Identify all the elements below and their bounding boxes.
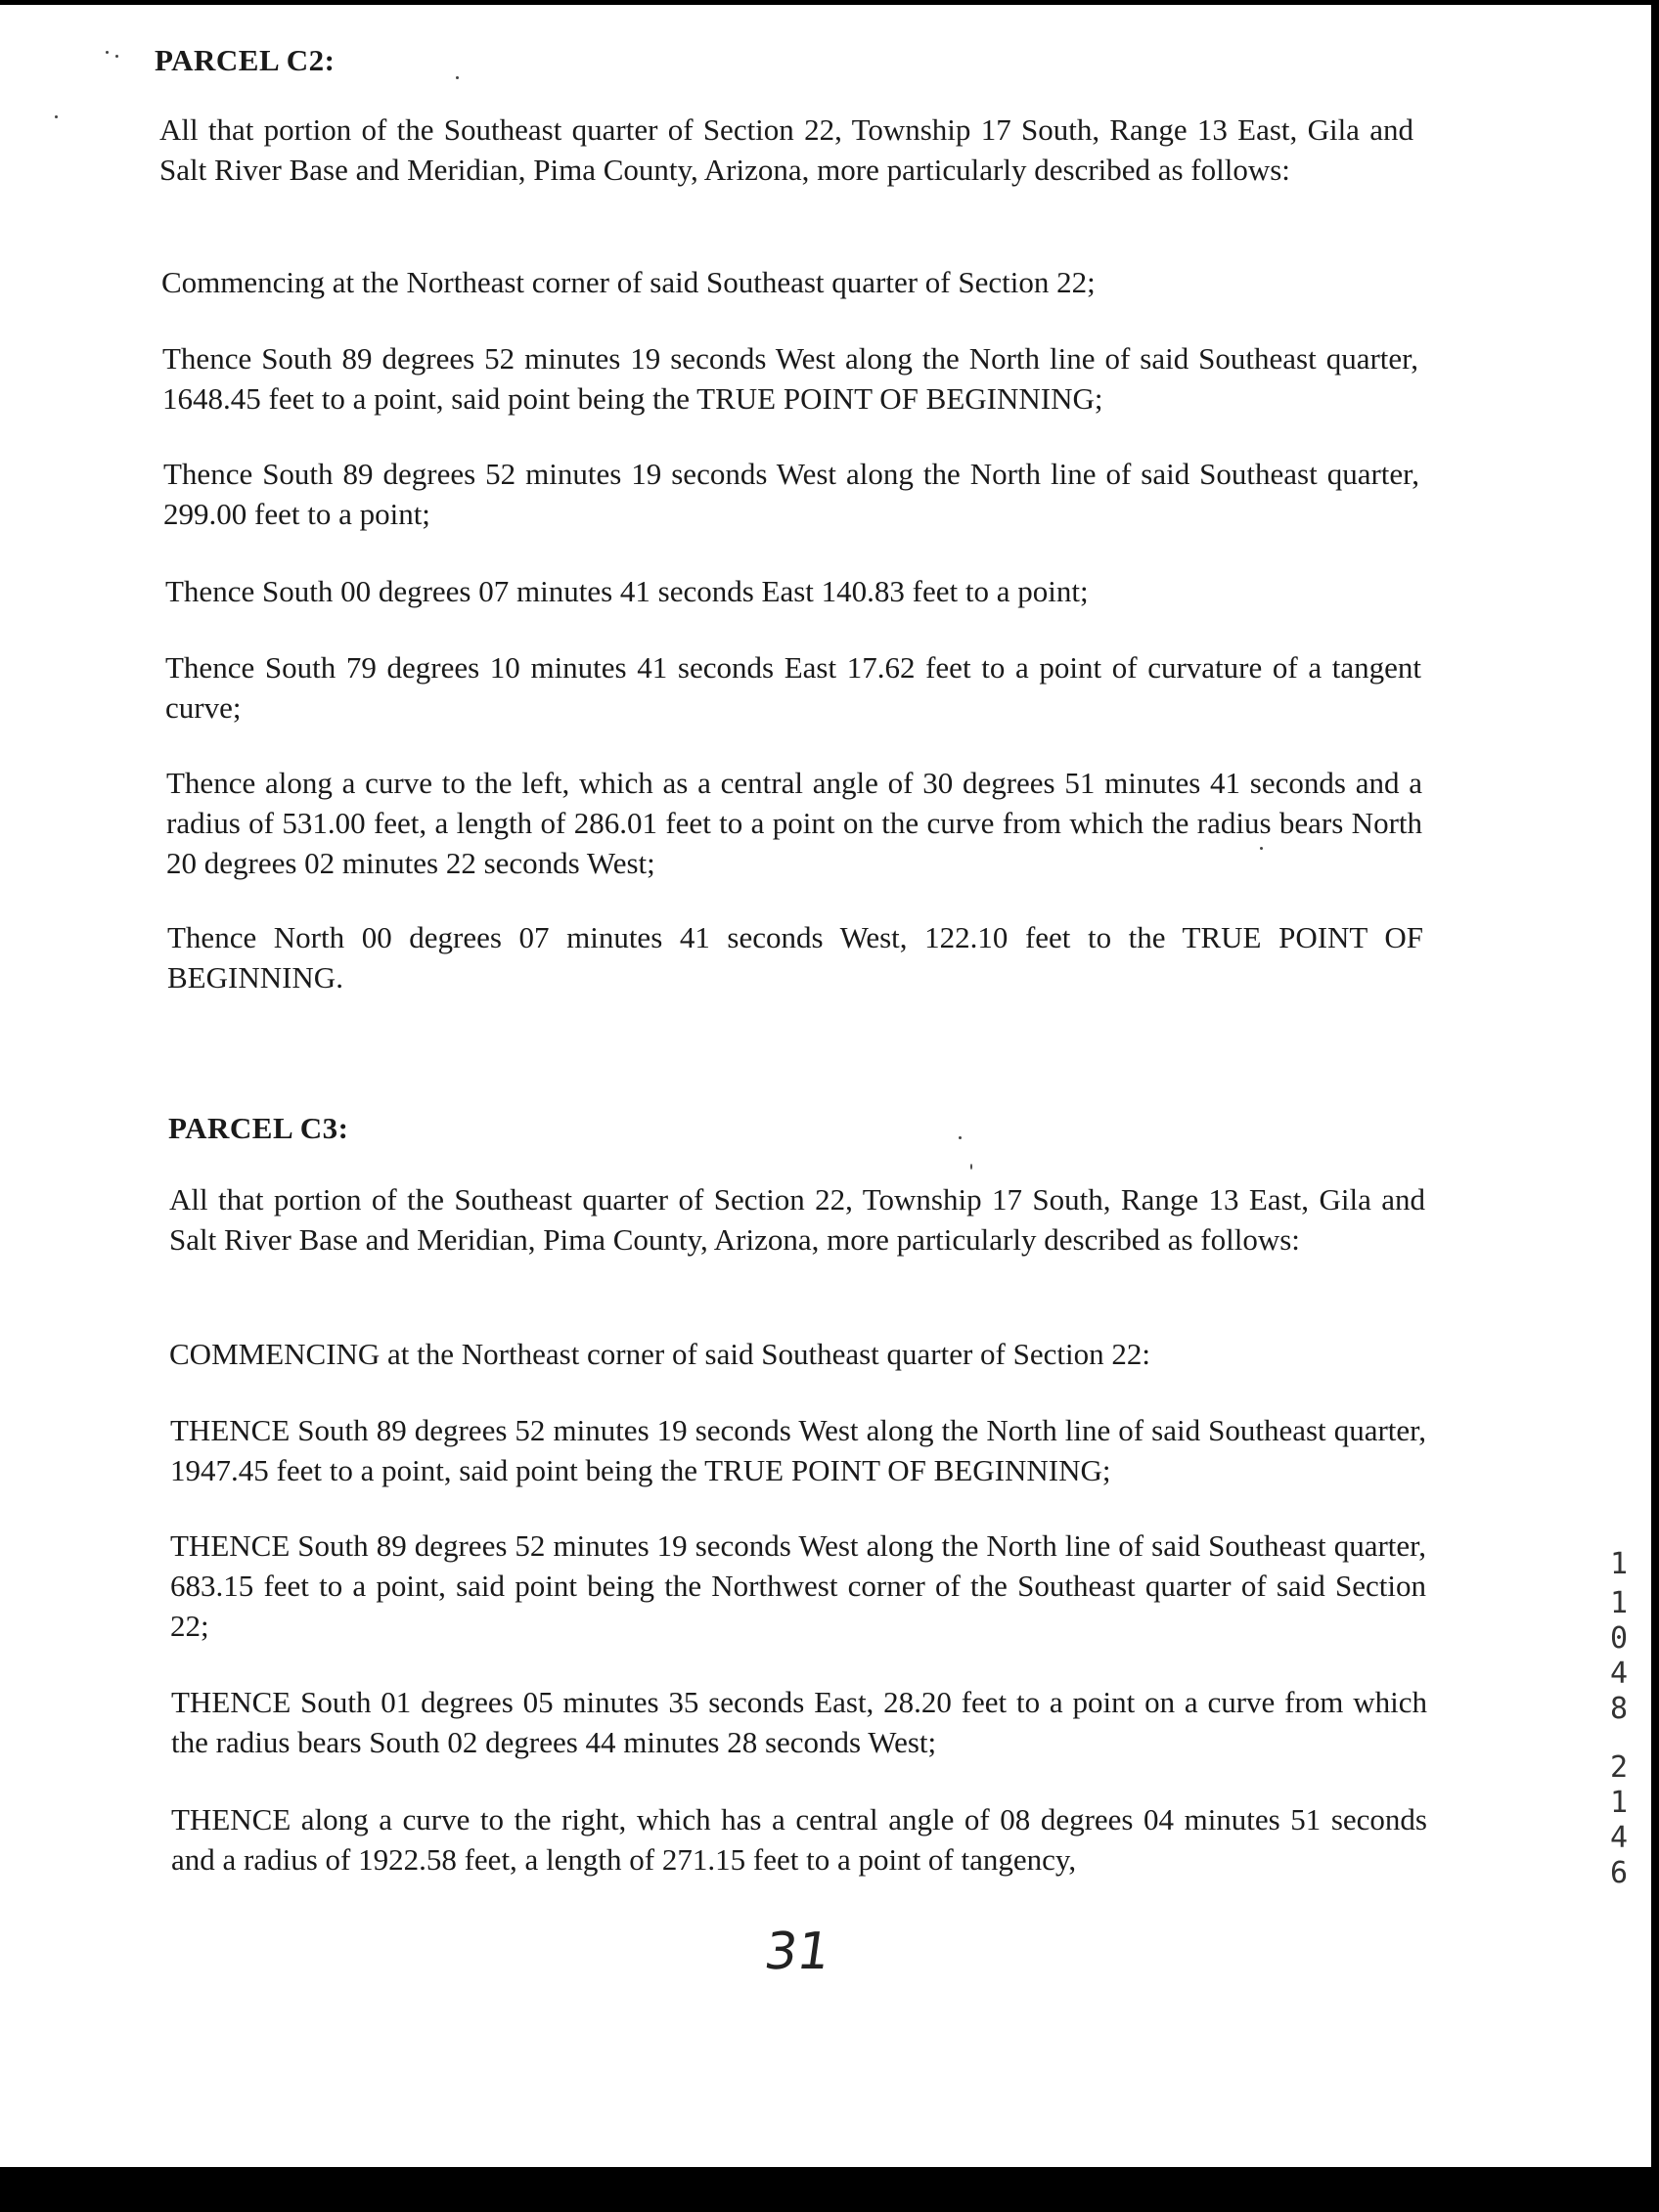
scan-speck [959, 1136, 962, 1139]
side-code-digit: 6 [1609, 1856, 1629, 1890]
scan-top-border [0, 0, 1659, 5]
side-code-digit: 4 [1609, 1821, 1629, 1855]
scan-speck [106, 51, 109, 54]
scan-speck [115, 55, 118, 58]
scan-bottom-border [0, 2167, 1659, 2212]
parcel-c3-paragraph: THENCE South 89 degrees 52 minutes 19 seconds West along the North line of said Southeast quarter, 683.15 feet to a point, said point being the Northwest corner of the Southeast quarter of said Section 22; [170, 1528, 1426, 1643]
parcel-c3-paragraph: COMMENCING at the Northeast corner of said Southeast quarter of Section 22: [169, 1337, 1150, 1371]
scan-right-border [1651, 0, 1659, 2212]
scan-speck [970, 1164, 972, 1170]
parcel-c2-paragraph: Commencing at the Northeast corner of said Southeast quarter of Section 22; [161, 265, 1096, 299]
scan-speck [55, 115, 58, 118]
parcel-c2-heading: PARCEL C2: [155, 43, 336, 77]
side-code-digit: 8 [1609, 1692, 1629, 1726]
parcel-c3-paragraph: THENCE South 01 degrees 05 minutes 35 seconds East, 28.20 feet to a point on a curve from which the radius bears South 02 degrees 44 minutes 28 seconds West; [171, 1685, 1427, 1759]
side-code-digit: 4 [1609, 1657, 1629, 1691]
parcel-c2-paragraph: Thence South 89 degrees 52 minutes 19 seconds West along the North line of said Southeast quarter, 1648.45 feet to a point, said point being the TRUE POINT OF BEGINNING; [162, 341, 1418, 416]
scan-speck [456, 76, 459, 79]
parcel-c2-paragraph: Thence South 89 degrees 52 minutes 19 seconds West along the North line of said Southeast quarter, 299.00 feet to a point; [163, 457, 1419, 531]
side-code-digit: 1 [1609, 1586, 1629, 1620]
side-code-digit: 0 [1609, 1621, 1629, 1656]
handwritten-page-number: 31 [760, 1923, 834, 1981]
parcel-c2-paragraph: Thence South 00 degrees 07 minutes 41 seconds East 140.83 feet to a point; [165, 574, 1089, 608]
parcel-c3-heading: PARCEL C3: [168, 1111, 349, 1145]
side-code-digit: 2 [1609, 1750, 1629, 1785]
side-code-digit: 1 [1609, 1547, 1629, 1581]
parcel-c2-paragraph: Thence South 79 degrees 10 minutes 41 seconds East 17.62 feet to a point of curvature of a tangent curve; [165, 650, 1421, 725]
parcel-c2-paragraph: Thence North 00 degrees 07 minutes 41 seconds West, 122.10 feet to the TRUE POINT OF BEGINNING. [167, 920, 1423, 995]
parcel-c3-paragraph: THENCE along a curve to the right, which has a central angle of 08 degrees 04 minutes 51 seconds and a radius of 1922.58 feet, a length of 271.15 feet to a point of tangency, [171, 1802, 1427, 1877]
parcel-c3-paragraph: All that portion of the Southeast quarter of Section 22, Township 17 South, Range 13 East, Gila and Salt River Base and Meridian, Pima County, Arizona, more particularly described as follows: [169, 1182, 1425, 1257]
parcel-c2-paragraph: Thence along a curve to the left, which as a central angle of 30 degrees 51 minutes 41 seconds and a radius of 531.00 feet, a length of 286.01 feet to a point on the curve from which the radius bears North 20 degrees 02 minutes 22 seconds West; [166, 766, 1422, 880]
side-code-digit: 1 [1609, 1786, 1629, 1820]
parcel-c3-paragraph: THENCE South 89 degrees 52 minutes 19 seconds West along the North line of said Southeast quarter, 1947.45 feet to a point, said point being the TRUE POINT OF BEGINNING; [170, 1413, 1426, 1487]
parcel-c2-paragraph: All that portion of the Southeast quarter of Section 22, Township 17 South, Range 13 East, Gila and Salt River Base and Meridian, Pima County, Arizona, more particularly described as follows: [159, 112, 1413, 187]
